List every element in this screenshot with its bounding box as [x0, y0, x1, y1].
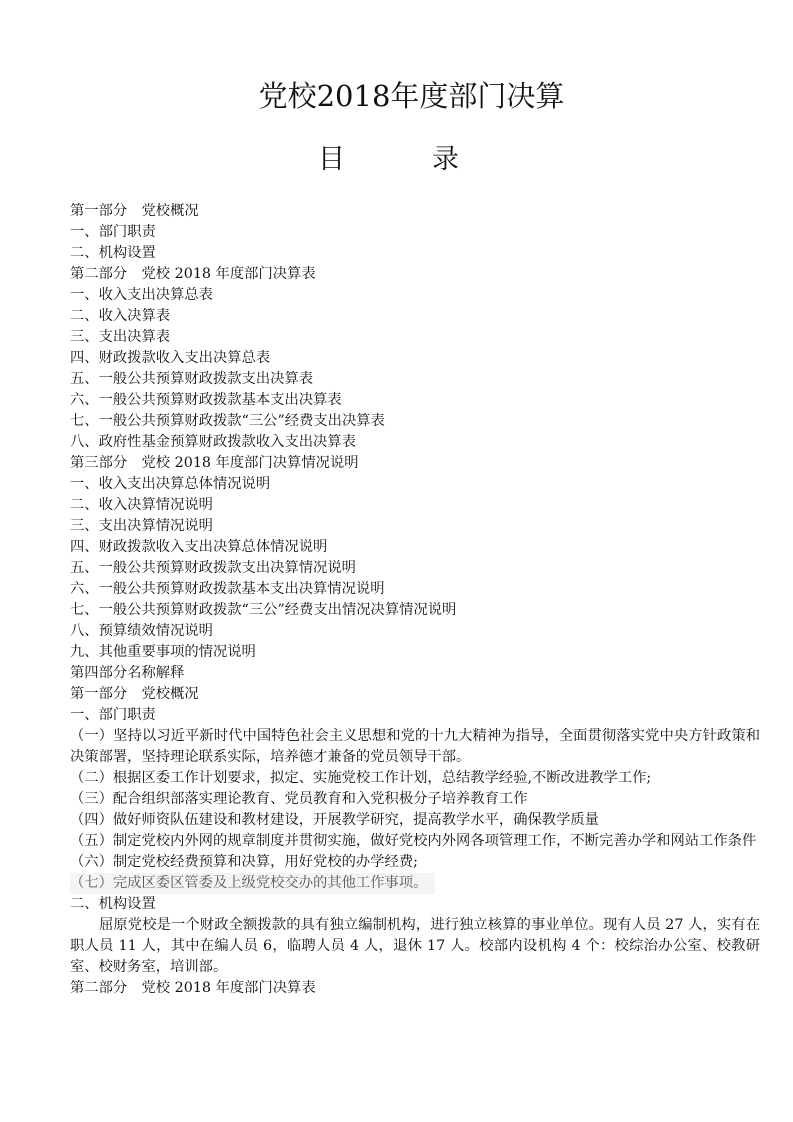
toc-item: 四、财政拨款收入支出决算总体情况说明	[70, 539, 328, 555]
toc-heading: 目 录	[318, 144, 489, 175]
toc-item: 九、其他重要事项的情况说明	[70, 644, 256, 660]
toc-item: 二、收入决算情况说明	[70, 497, 213, 513]
toc-item: 七、一般公共预算财政拨款“三公”经费支出情况决算情况说明	[70, 602, 457, 618]
toc-item: 三、支出决算情况说明	[70, 518, 213, 534]
toc-item: 第二部分 党校 2018 年度部门决算表	[70, 266, 316, 282]
document-body	[70, 201, 760, 999]
document-title: 党校2018年度部门决算	[258, 79, 565, 113]
toc-item: 二、收入决算表	[70, 308, 171, 324]
section-heading: 一、部门职责	[70, 707, 156, 723]
section-heading: 二、机构设置	[70, 896, 156, 912]
toc-item: 一、收入支出决算总体情况说明	[70, 476, 271, 492]
toc-item: 二、机构设置	[70, 245, 156, 261]
duty-item: （三）配合组织部落实理论教育、党员教育和入党积极分子培养教育工作	[70, 791, 528, 807]
duty-item-text: （七）完成区委区管委及上级党校交办的其他工作事项。	[70, 873, 435, 894]
table-of-contents	[70, 201, 760, 684]
toc-item: 六、一般公共预算财政拨款基本支出决算表	[70, 392, 342, 408]
toc-item: 一、收入支出决算总表	[70, 287, 213, 303]
toc-item: 四、财政拨款收入支出决算总表	[70, 350, 271, 366]
part-one-section	[70, 684, 760, 978]
part-heading: 第一部分 党校概况	[70, 686, 199, 702]
org-paragraph: 屈原党校是一个财政全额拨款的具有独立编制机构，进行独立核算的事业单位。现有人员 27 人，实有在职人员 11 人，其中在编人员 6，临聘人员 4 人，退休 17 人。校部内设机构 4 个：校综治办公室、校教研室、校财务室，培训部。	[70, 917, 760, 975]
duty-item: （六）制定党校经费预算和决算，用好党校的办学经费;	[70, 854, 418, 870]
toc-item: 第一部分 党校概况	[70, 203, 199, 219]
duty-item: （五）制定党校内外网的规章制度并贯彻实施，做好党校内外网各项管理工作，不断完善办学和网站工作条件	[70, 833, 757, 849]
duty-item: （一）坚持以习近平新时代中国特色社会主义思想和党的十九大精神为指导，全面贯彻落实党中央方针政策和决策部署，坚持理论联系实际，培养德才兼备的党员领导干部。	[70, 728, 760, 765]
toc-item: 五、一般公共预算财政拨款支出决算表	[70, 371, 314, 387]
duty-item-highlighted	[70, 873, 760, 894]
part-two-section	[70, 978, 760, 999]
toc-item: 第三部分 党校 2018 年度部门决算情况说明	[70, 455, 359, 471]
toc-item: 五、一般公共预算财政拨款支出决算情况说明	[70, 560, 356, 576]
toc-item: 七、一般公共预算财政拨款“三公”经费支出决算表	[70, 413, 385, 429]
duty-item: （二）根据区委工作计划要求，拟定、实施党校工作计划，总结教学经验,不断改进教学工作;	[70, 770, 652, 786]
duty-item: （四）做好师资队伍建设和教材建设，开展教学研究，提高教学水平，确保教学质量	[70, 812, 599, 828]
toc-item: 六、一般公共预算财政拨款基本支出决算情况说明	[70, 581, 385, 597]
toc-item: 八、预算绩效情况说明	[70, 623, 213, 639]
toc-item: 八、政府性基金预算财政拨款收入支出决算表	[70, 434, 356, 450]
toc-item: 三、支出决算表	[70, 329, 171, 345]
part-heading: 第二部分 党校 2018 年度部门决算表	[70, 980, 316, 996]
toc-item: 一、部门职责	[70, 224, 156, 240]
toc-item: 第四部分名称解释	[70, 665, 185, 681]
